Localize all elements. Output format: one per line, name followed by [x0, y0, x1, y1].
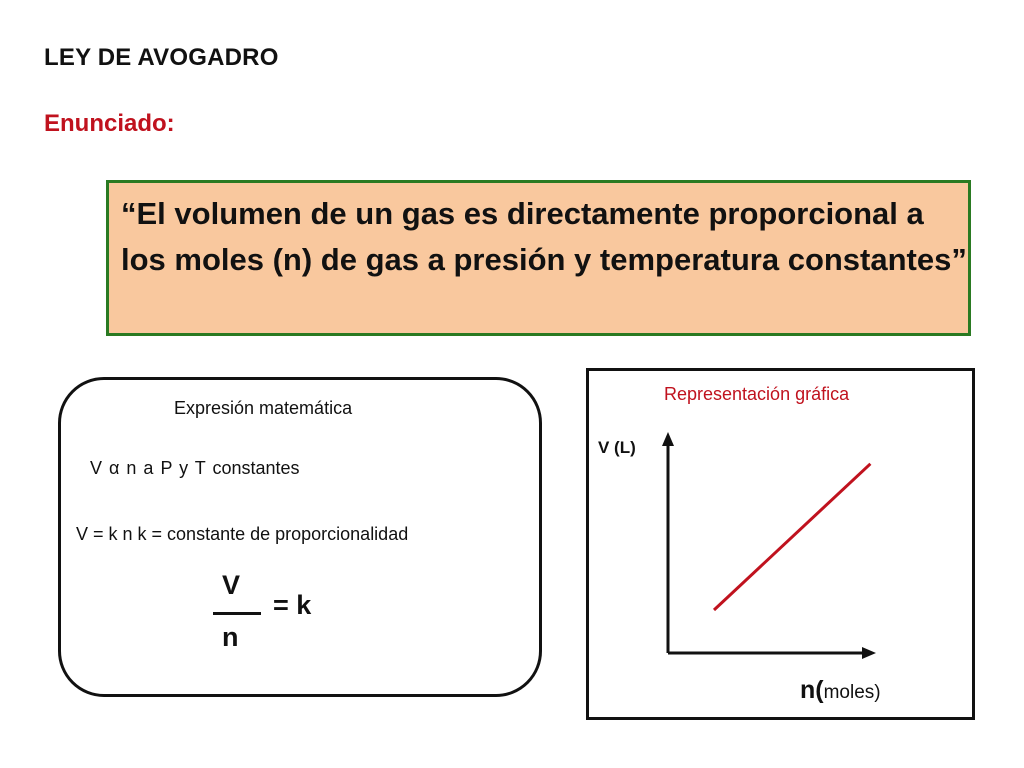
fraction-result: = k — [273, 590, 312, 620]
y-axis-arrow-icon — [662, 432, 674, 446]
expression-title: Expresión matemática — [174, 398, 353, 418]
slide-title: LEY DE AVOGADRO — [44, 44, 279, 71]
equation-line: V = k n k = constante de proporcionalidad — [76, 524, 409, 544]
x-axis-arrow-icon — [862, 647, 876, 659]
law-statement: “El volumen de un gas es directamente proporcional a los moles (n) de gas a presión y temperatura constantes” — [106, 180, 971, 336]
fraction-numerator: V — [222, 570, 241, 600]
proportionality-line: V α n a P y T constantes — [90, 458, 300, 478]
series-layer — [714, 464, 870, 610]
x-axis-label-unit: moles) — [823, 682, 881, 703]
series-line-0 — [714, 464, 870, 610]
y-axis-label: V (L) — [598, 438, 636, 457]
x-axis-label-main: n( — [800, 676, 824, 704]
section-heading: Enunciado: — [44, 110, 175, 137]
chart-title: Representación gráfica — [664, 384, 850, 404]
fraction-denominator: n — [222, 622, 239, 652]
